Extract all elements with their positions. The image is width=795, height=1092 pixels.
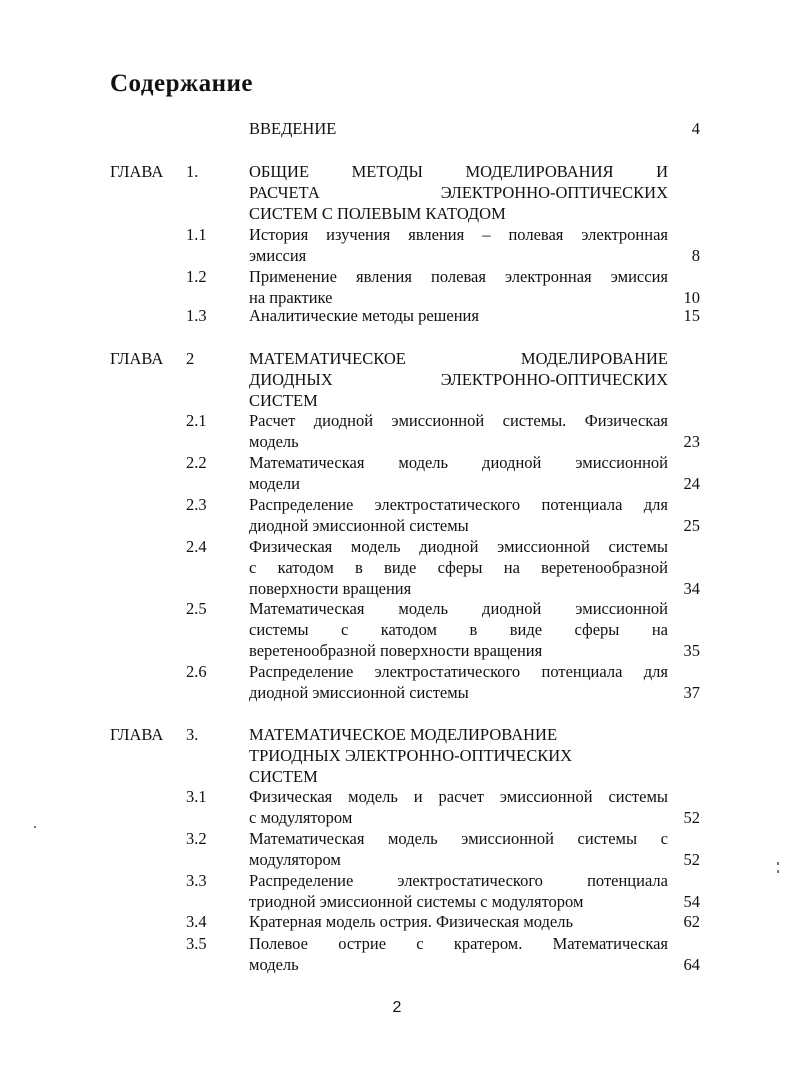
page-ref: 52 bbox=[683, 807, 700, 827]
section-number: 3.3 bbox=[186, 871, 207, 890]
chapter-label: ГЛАВА bbox=[110, 725, 164, 744]
page-ref: 37 bbox=[683, 682, 700, 702]
page-title: Содержание bbox=[110, 70, 254, 97]
entry-title-line: ОБЩИЕ МЕТОДЫ МОДЕЛИРОВАНИЯ И bbox=[249, 162, 668, 181]
entry-title-line: модели bbox=[249, 473, 300, 493]
entry-title-line: МАТЕМАТИЧЕСКОЕ МОДЕЛИРОВАНИЕ bbox=[249, 725, 558, 744]
entry-title bbox=[249, 225, 668, 267]
chapter-label: ГЛАВА bbox=[110, 349, 164, 368]
entry-title-line: диодной эмиссионной системы bbox=[249, 682, 469, 702]
section-number: 2 bbox=[186, 349, 195, 368]
entry-title bbox=[249, 306, 668, 327]
entry-title-line: Распределение электростатического потенциала для bbox=[249, 495, 668, 514]
entry-title-line: модель bbox=[249, 954, 299, 974]
page-ref: 24 bbox=[683, 473, 700, 493]
entry-title-line: модулятором bbox=[249, 849, 341, 869]
entry-title-line: триодной эмиссионной системы с модулятором bbox=[249, 891, 584, 911]
entry-title bbox=[249, 495, 668, 537]
entry-title bbox=[249, 787, 668, 829]
page-ref: 54 bbox=[683, 891, 700, 911]
entry-title-line: эмиссия bbox=[249, 245, 307, 265]
entry-title-line: Математическая модель диодной эмиссионной bbox=[249, 599, 668, 618]
entry-title-line: с модулятором bbox=[249, 807, 353, 827]
entry-title bbox=[249, 119, 668, 140]
section-number: 1.1 bbox=[186, 225, 207, 244]
entry-title bbox=[249, 829, 668, 871]
page-ref: 23 bbox=[683, 431, 700, 451]
scan-speck bbox=[777, 862, 779, 865]
section-number: 3.5 bbox=[186, 934, 207, 953]
entry-title bbox=[249, 725, 668, 787]
entry-title-line: Математическая модель эмиссионной системы с bbox=[249, 829, 668, 848]
entry-title-line: диодной эмиссионной системы bbox=[249, 515, 469, 535]
entry-title-line: ДИОДНЫХ ЭЛЕКТРОННО-ОПТИЧЕСКИХ bbox=[249, 369, 668, 389]
section-number: 2.1 bbox=[186, 411, 207, 430]
section-number: 2.3 bbox=[186, 495, 207, 514]
entry-title-line: СИСТЕМ С ПОЛЕВЫМ КАТОДОМ bbox=[249, 203, 506, 223]
entry-title-line: Полевое острие с кратером. Математическая bbox=[249, 934, 668, 953]
entry-title-line: Распределение электростатического потенциала для bbox=[249, 662, 668, 681]
scan-speck bbox=[34, 826, 36, 828]
entry-title-line: СИСТЕМ bbox=[249, 390, 318, 410]
entry-title bbox=[249, 934, 668, 976]
section-number: 1. bbox=[186, 162, 199, 181]
page-ref: 35 bbox=[683, 640, 700, 660]
entry-title bbox=[249, 599, 668, 661]
entry-title-line: СИСТЕМ bbox=[249, 766, 318, 786]
section-number: 3.2 bbox=[186, 829, 207, 848]
entry-title bbox=[249, 537, 668, 599]
page-ref: 62 bbox=[683, 912, 700, 931]
page-ref: 34 bbox=[683, 578, 700, 598]
page-ref: 4 bbox=[691, 119, 700, 138]
entry-title-line: Кратерная модель острия. Физическая модель bbox=[249, 912, 574, 931]
entry-title-line: РАСЧЕТА ЭЛЕКТРОННО-ОПТИЧЕСКИХ bbox=[249, 182, 668, 202]
page-ref: 15 bbox=[683, 306, 700, 325]
section-number: 2.2 bbox=[186, 453, 207, 472]
section-number: 3.1 bbox=[186, 787, 207, 806]
entry-title bbox=[249, 662, 668, 704]
page-number: 2 bbox=[392, 999, 402, 1016]
entry-title-line: Распределение электростатического потенциала bbox=[249, 871, 668, 890]
entry-title-line: Физическая модель диодной эмиссионной системы bbox=[249, 537, 668, 556]
entry-title-line: ТРИОДНЫХ ЭЛЕКТРОННО-ОПТИЧЕСКИХ bbox=[249, 745, 573, 765]
entry-title-line: Применение явления полевая электронная эмиссия bbox=[249, 267, 668, 286]
section-number: 1.3 bbox=[186, 306, 207, 325]
page-ref: 64 bbox=[683, 954, 700, 974]
entry-title-line: поверхности вращения bbox=[249, 578, 412, 598]
page-ref: 25 bbox=[683, 515, 700, 535]
entry-title bbox=[249, 912, 668, 933]
entry-title-line: модель bbox=[249, 431, 299, 451]
entry-title bbox=[249, 162, 668, 224]
entry-title bbox=[249, 871, 668, 913]
section-number: 3.4 bbox=[186, 912, 207, 931]
entry-title-line: на практике bbox=[249, 287, 333, 307]
section-number: 2.5 bbox=[186, 599, 207, 618]
entry-title bbox=[249, 411, 668, 453]
section-number: 1.2 bbox=[186, 267, 207, 286]
section-number: 2.6 bbox=[186, 662, 207, 681]
entry-title-line: Физическая модель и расчет эмиссионной системы bbox=[249, 787, 668, 806]
entry-title-line: Математическая модель диодной эмиссионной bbox=[249, 453, 668, 472]
entry-title-line: История изучения явления – полевая электронная bbox=[249, 225, 668, 244]
entry-title bbox=[249, 453, 668, 495]
section-number: 3. bbox=[186, 725, 199, 744]
entry-title-line: веретенообразной поверхности вращения bbox=[249, 640, 543, 660]
entry-title-line: Аналитические методы решения bbox=[249, 306, 479, 325]
page-ref: 8 bbox=[691, 245, 700, 265]
entry-title-line: Расчет диодной эмиссионной системы. Физическая bbox=[249, 411, 668, 430]
entry-title-line: с катодом в виде сферы на веретенообразной bbox=[249, 557, 668, 577]
page-ref: 10 bbox=[683, 287, 700, 307]
page-ref: 52 bbox=[683, 849, 700, 869]
entry-title-line: МАТЕМАТИЧЕСКОЕ МОДЕЛИРОВАНИЕ bbox=[249, 349, 668, 368]
section-number: 2.4 bbox=[186, 537, 207, 556]
scan-speck bbox=[777, 870, 779, 873]
chapter-label: ГЛАВА bbox=[110, 162, 164, 181]
entry-title-line: ВВЕДЕНИЕ bbox=[249, 119, 337, 138]
entry-title-line: системы с катодом в виде сферы на bbox=[249, 619, 668, 639]
entry-title bbox=[249, 267, 668, 309]
entry-title bbox=[249, 349, 668, 411]
